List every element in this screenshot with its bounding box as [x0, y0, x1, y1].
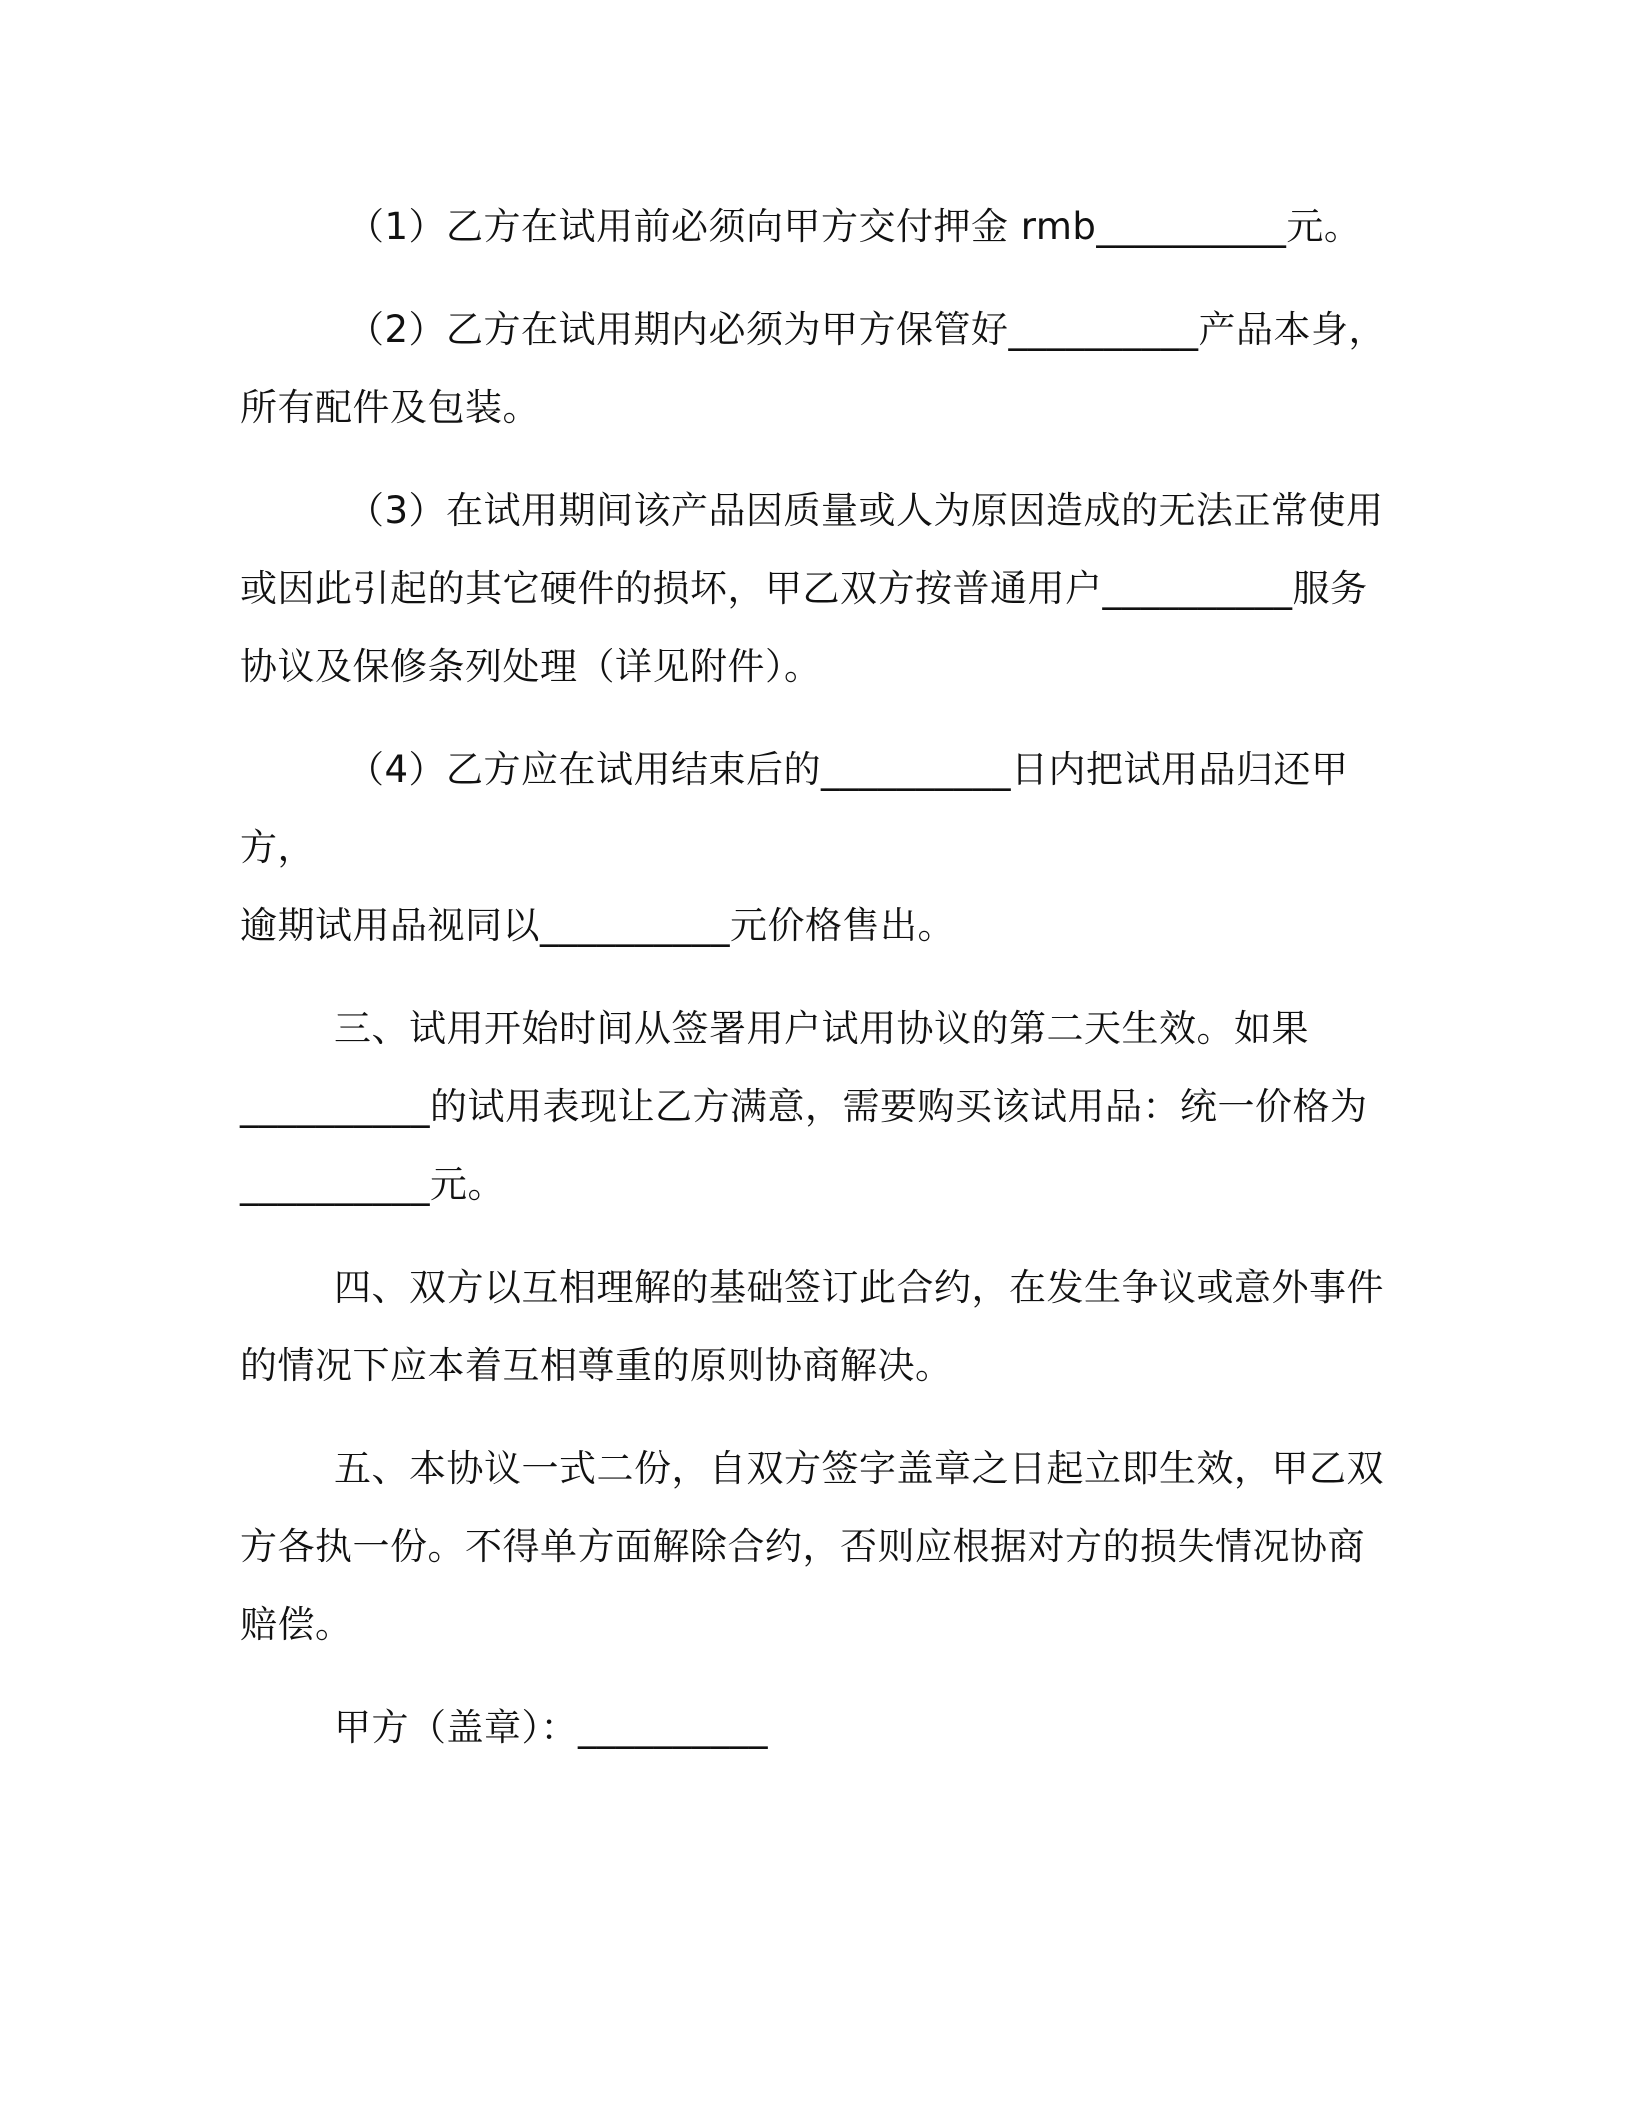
- clause-1-paragraph: [240, 188, 1390, 266]
- section-4-paragraph: [240, 1249, 1390, 1405]
- clause-1-line-1: （1）乙方在试用前必须向甲方交付押金 rmb__________元。: [347, 205, 1362, 248]
- document-body: [240, 188, 1390, 1767]
- clause-3-line-1: （3）在试用期间该产品因质量或人为原因造成的无法正常使用: [347, 489, 1384, 532]
- section-3-line-2: __________的试用表现让乙方满意，需要购买该试用品：统一价格为: [240, 1085, 1368, 1128]
- clause-2-paragraph: [240, 291, 1390, 447]
- section-3-line-3: __________元。: [240, 1163, 505, 1206]
- clause-3-paragraph: [240, 472, 1390, 706]
- section-3-line-1: 三、试用开始时间从签署用户试用协议的第二天生效。如果: [334, 1007, 1309, 1050]
- clause-4-line-2: 逾期试用品视同以__________元价格售出。: [240, 904, 955, 947]
- clause-3-line-2: 或因此引起的其它硬件的损坏，甲乙双方按普通用户__________服务: [240, 567, 1368, 610]
- section-5-line-1: 五、本协议一式二份，自双方签字盖章之日起立即生效，甲乙双: [334, 1447, 1384, 1490]
- section-5-line-2: 方各执一份。不得单方面解除合约，否则应根据对方的损失情况协商: [240, 1525, 1365, 1568]
- section-4-line-1: 四、双方以互相理解的基础签订此合约，在发生争议或意外事件: [334, 1266, 1384, 1309]
- party-a-signature-line: 甲方（盖章）：__________: [334, 1706, 768, 1749]
- clause-4-paragraph: [240, 731, 1390, 965]
- section-5-paragraph: [240, 1430, 1390, 1664]
- section-5-line-3: 赔偿。: [240, 1603, 353, 1646]
- section-4-line-2: 的情况下应本着互相尊重的原则协商解决。: [240, 1344, 953, 1387]
- clause-4-line-1: （4）乙方应在试用结束后的__________日内把试用品归还甲方，: [240, 748, 1349, 869]
- clause-2-line-2: 所有配件及包装。: [240, 386, 540, 429]
- clause-2-line-1: （2）乙方在试用期内必须为甲方保管好__________产品本身，: [347, 308, 1387, 351]
- clause-3-line-3: 协议及保修条列处理（详见附件）。: [240, 645, 822, 688]
- section-3-paragraph: [240, 990, 1390, 1224]
